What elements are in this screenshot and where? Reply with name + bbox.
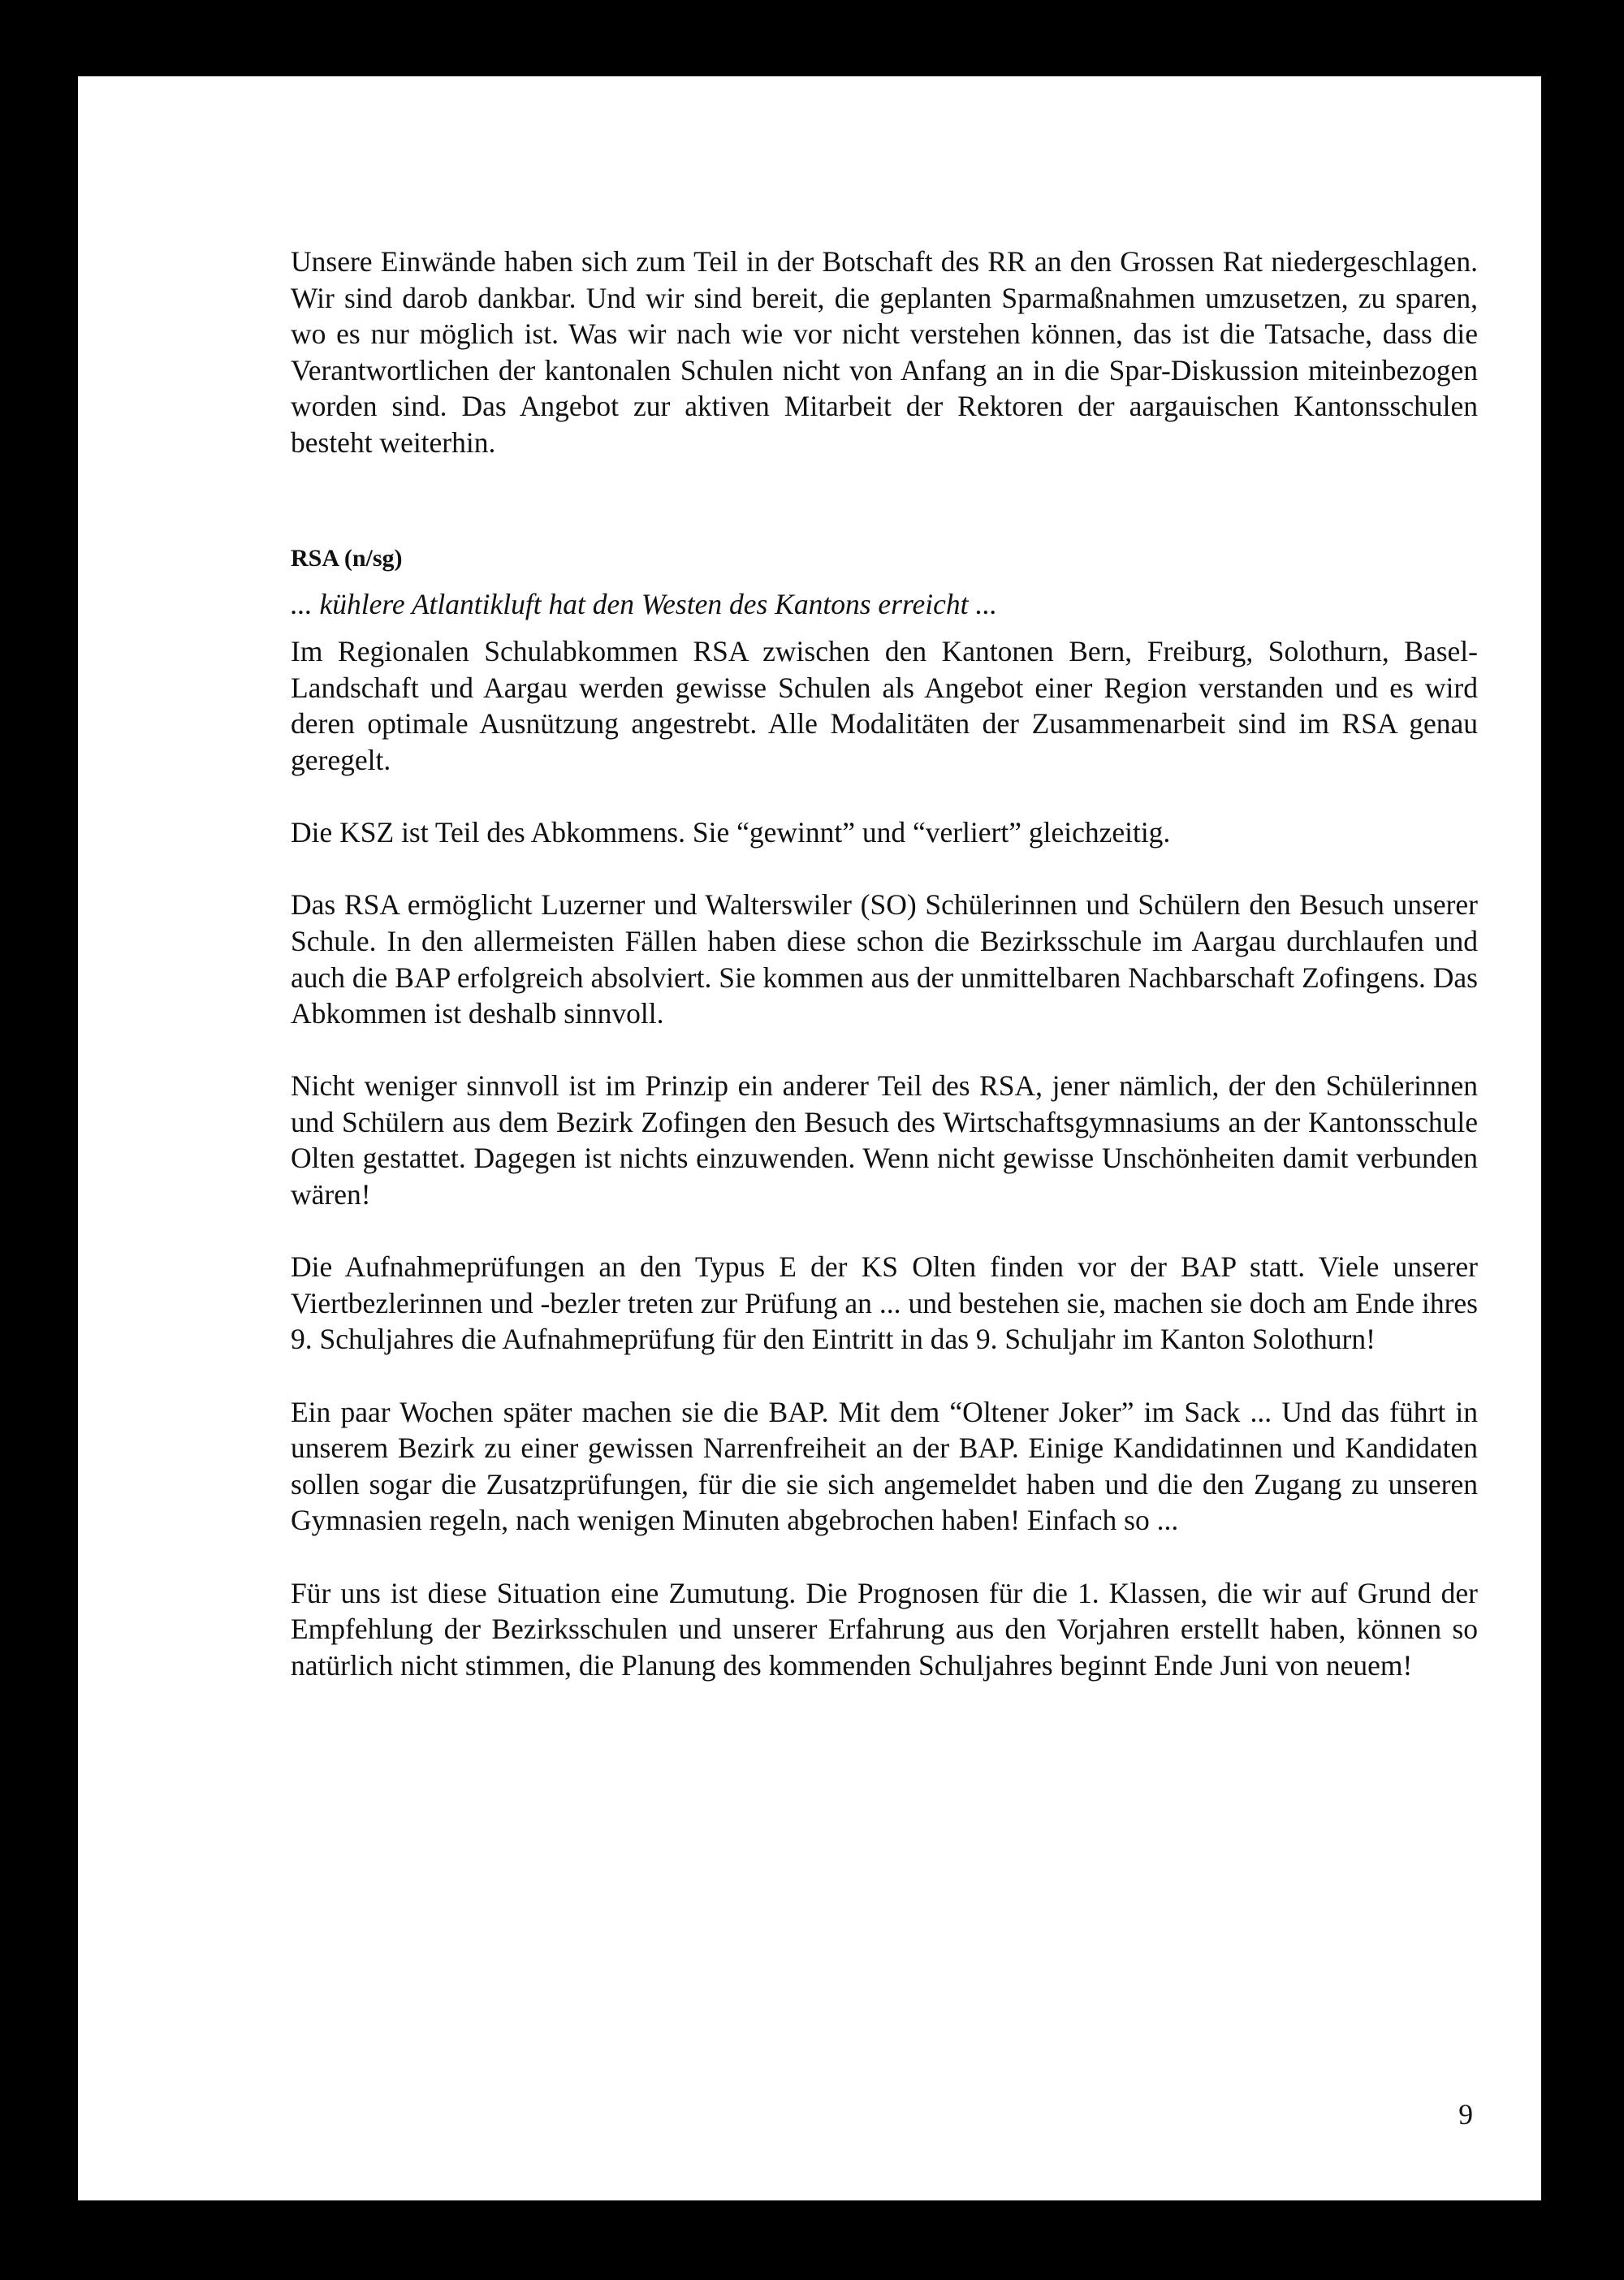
paragraph-aufnahmepruefungen: Die Aufnahmeprüfungen an den Typus E der KS Olten finden vor der BAP statt. Viele unserer Viertbezlerinnen und -bezler treten zur Prüfung an ... und bestehen sie, machen sie doch am Ende ihres 9. Schuljahres die Aufnahmeprüfung für den Eintritt in das 9. Schuljahr im Kanton Solothurn! — [291, 1250, 1478, 1356]
paragraph-ksz-part: Die KSZ ist Teil des Abkommens. Sie “gewinnt” und “verliert” gleichzeitig. — [291, 816, 1171, 849]
section-heading: RSA (n/sg) — [291, 544, 403, 572]
paragraph-olten-wirtschaftsgymnasium: Nicht weniger sinnvoll ist im Prinzip ein anderer Teil des RSA, jener nämlich, der den Schülerinnen und Schülern aus dem Bezirk Zofingen den Besuch des Wirtschaftsgymnasiums an der Kantonsschule Olten gestattet. Dagegen ist nichts einzuwenden. Wenn nicht gewisse Unschönheiten damit verbunden wären! — [291, 1069, 1478, 1211]
paragraph-oltener-joker: Ein paar Wochen später machen sie die BAP. Mit dem “Oltener Joker” im Sack ... Und das führt in unserem Bezirk zu einer gewissen Narrenfreiheit an der BAP. Einige Kandidatinnen und Kandidaten sollen sogar die Zusatzprüfungen, für die sie sich angemeldet haben und die den Zugang zu unseren Gymnasien regeln, nach wenigen Minuten abgebrochen haben! Einfach so ... — [291, 1395, 1478, 1537]
paragraph-zumutung: Für uns ist diese Situation eine Zumutung. Die Prognosen für die 1. Klassen, die wir auf Grund der Empfehlung der Bezirksschulen und unserer Erfahrung aus den Vorjahren erstellt haben, können so natürlich nicht stimmen, die Planung des kommenden Schuljahres beginnt Ende Juni von neuem! — [291, 1576, 1478, 1682]
section-subtitle: ... kühlere Atlantikluft hat den Westen des Kantons erreicht ... — [291, 587, 997, 620]
document-page — [78, 76, 1541, 2200]
page-number: 9 — [1458, 2098, 1473, 2131]
paragraph-rsa-overview: Im Regionalen Schulabkommen RSA zwischen den Kantonen Bern, Freiburg, Solothurn, Basel-Landschaft und Aargau werden gewisse Schulen als Angebot einer Region verstanden und es wird deren optimale Ausnützung angestrebt. Alle Modalitäten der Zusammenarbeit sind im RSA genau geregelt. — [291, 635, 1478, 776]
intro-paragraph: Unsere Einwände haben sich zum Teil in der Botschaft des RR an den Grossen Rat niedergeschlagen. Wir sind darob dankbar. Und wir sind bereit, die geplanten Sparmaßnahmen umzusetzen, zu sparen, wo es nur möglich ist. Was wir nach wie vor nicht verstehen können, das ist die Tatsache, dass die Verantwortlichen der kantonalen Schulen nicht von Anfang an in die Spar-Diskussion miteinbezogen worden sind. Das Angebot zur aktiven Mitarbeit der Rektoren der aargauischen Kantonsschulen besteht weiterhin. — [291, 245, 1478, 459]
page-content — [291, 244, 1478, 1683]
paragraph-luzerner-walterswiler: Das RSA ermöglicht Luzerner und Walterswiler (SO) Schülerinnen und Schülern den Besuch unserer Schule. In den allermeisten Fällen haben diese schon die Bezirksschule im Aargau durchlaufen und auch die BAP erfolgreich absolviert. Sie kommen aus der unmittelbaren Nachbarschaft Zofingens. Das Abkommen ist deshalb sinnvoll. — [291, 888, 1478, 1030]
